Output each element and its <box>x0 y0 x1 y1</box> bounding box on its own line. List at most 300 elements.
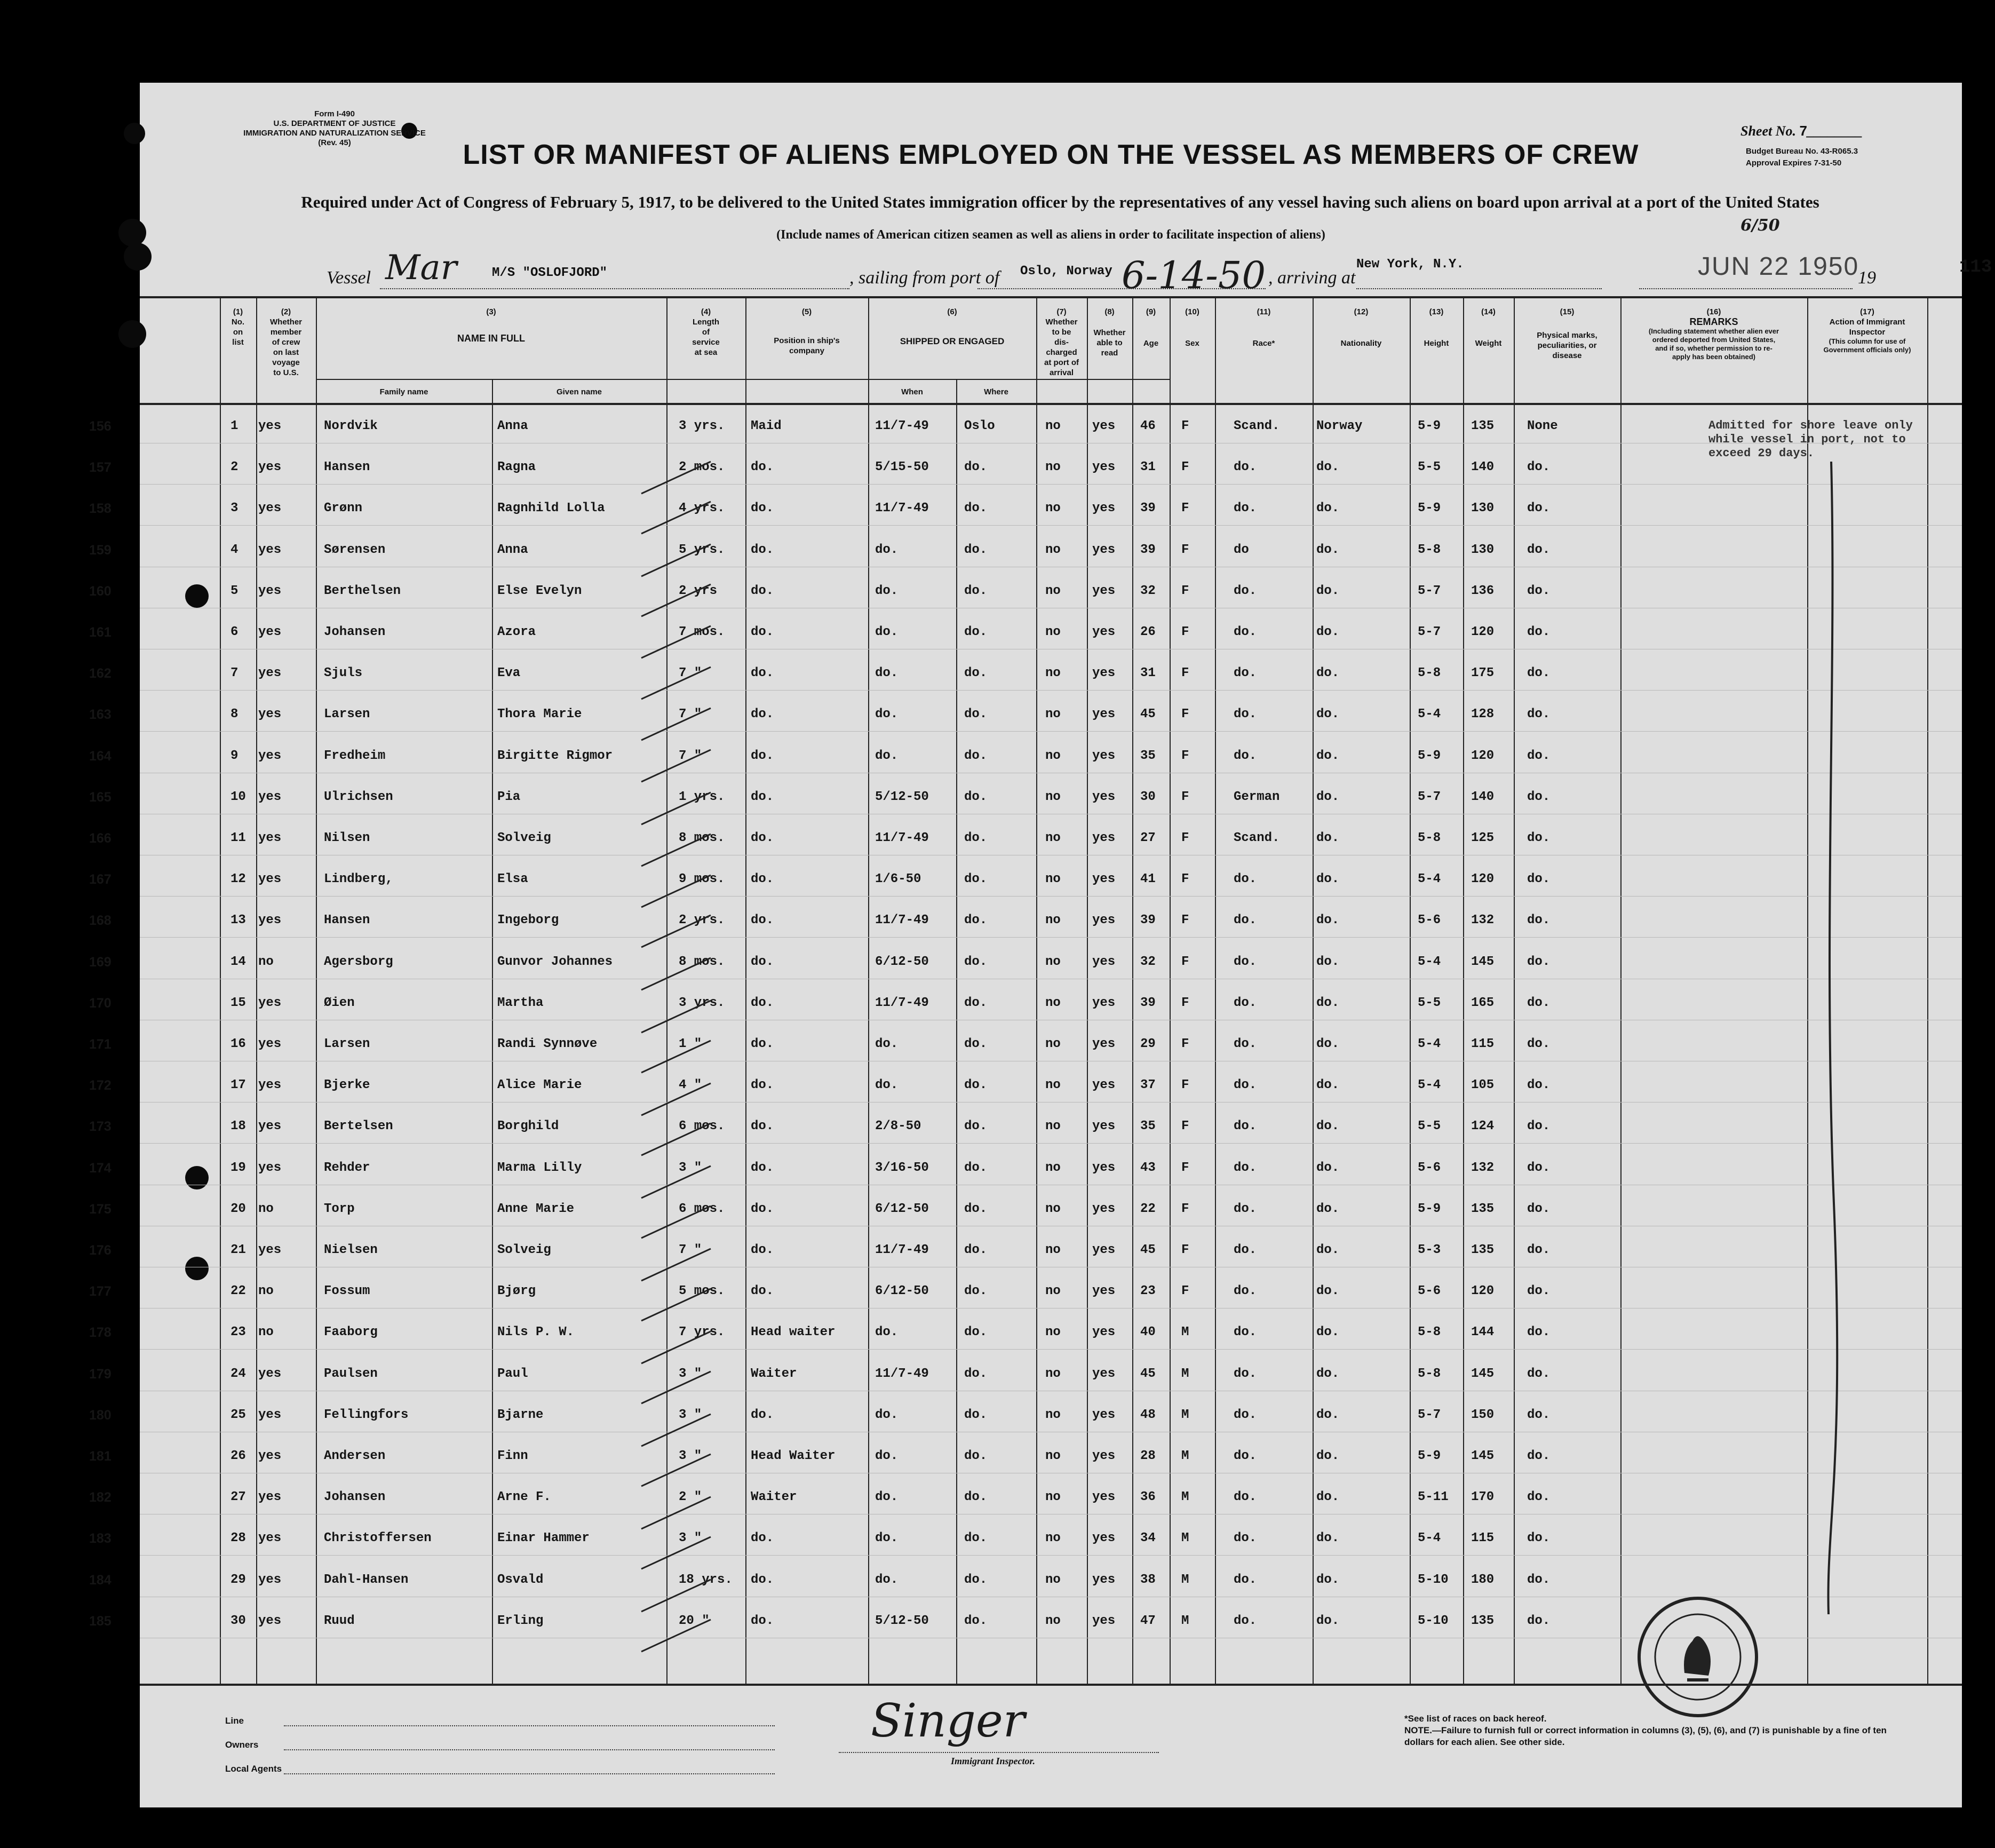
cell-crew: yes <box>258 1078 282 1093</box>
cell-seq: 171 <box>89 1037 112 1052</box>
cell-no: 29 <box>231 1572 246 1587</box>
cell-no: 14 <box>231 954 246 969</box>
cell-discharged: no <box>1045 707 1061 722</box>
cell-sex: F <box>1181 460 1189 475</box>
cell-when: do. <box>875 1037 899 1051</box>
cell-crew: yes <box>258 913 282 928</box>
cell-read: yes <box>1092 501 1116 516</box>
cell-weight: 130 <box>1471 542 1495 557</box>
cell-discharged: no <box>1045 1284 1061 1299</box>
cell-marks: do. <box>1527 954 1551 969</box>
cell-no: 3 <box>231 501 239 516</box>
cell-no: 6 <box>231 625 239 639</box>
header-when: When <box>901 387 923 396</box>
cell-weight: 120 <box>1471 1284 1495 1299</box>
cell-age: 48 <box>1140 1407 1156 1422</box>
cell-marks: do. <box>1527 460 1551 475</box>
cell-height: 5-6 <box>1418 1160 1441 1175</box>
header-shipped-engaged: SHIPPED OR ENGAGED <box>900 336 1005 346</box>
row-separator <box>140 484 1962 485</box>
cell-weight: 145 <box>1471 1366 1495 1381</box>
footer-owners-label: Owners <box>225 1740 259 1750</box>
header-age: (9) Age <box>1143 307 1159 348</box>
cell-marks: do. <box>1527 1243 1551 1257</box>
cell-where: do. <box>964 1078 988 1093</box>
cell-sex: M <box>1181 1366 1189 1381</box>
cell-height: 5-7 <box>1418 625 1441 639</box>
header-inspector-action: (17) Action of Immigrant Inspector (This column for use of Government officials only) <box>1823 307 1911 354</box>
cell-discharged: no <box>1045 995 1061 1010</box>
cell-where: do. <box>964 1037 988 1051</box>
cell-nationality: do. <box>1316 625 1340 639</box>
cell-family: Agersborg <box>324 954 393 969</box>
vessel-handwriting: Mar <box>385 248 457 288</box>
cell-when: do. <box>875 1449 899 1463</box>
header-length-service: (4) Length of service at sea <box>692 307 720 357</box>
cell-sex: F <box>1181 542 1189 557</box>
cell-seq: 169 <box>89 954 112 970</box>
cell-seq: 173 <box>89 1119 112 1135</box>
cell-discharged: no <box>1045 913 1061 928</box>
cell-read: yes <box>1092 1490 1116 1505</box>
cell-sex: F <box>1181 789 1189 804</box>
cell-weight: 120 <box>1471 748 1495 763</box>
cell-weight: 115 <box>1471 1531 1495 1546</box>
cell-seq: 159 <box>89 542 112 558</box>
cell-seq: 179 <box>89 1366 112 1382</box>
cell-sex: F <box>1181 1160 1189 1175</box>
cell-crew: yes <box>258 1037 282 1051</box>
cell-family: Paulsen <box>324 1366 378 1381</box>
cell-position: do. <box>751 1160 774 1175</box>
cell-given: Anna <box>497 542 528 557</box>
cell-where: do. <box>964 1449 988 1463</box>
cell-family: Dahl-Hansen <box>324 1572 409 1587</box>
row-separator <box>140 731 1962 732</box>
cell-age: 40 <box>1140 1325 1156 1340</box>
cell-crew: yes <box>258 1160 282 1175</box>
cell-family: Johansen <box>324 625 386 639</box>
cell-family: Faaborg <box>324 1325 378 1340</box>
cell-sex: F <box>1181 1037 1189 1051</box>
cell-when: 11/7-49 <box>875 995 929 1010</box>
cell-given: Ragna <box>497 460 536 475</box>
header-weight: (14) Weight <box>1475 307 1502 348</box>
cell-when: 6/12-50 <box>875 1201 929 1216</box>
cell-marks: do. <box>1527 1284 1551 1299</box>
cell-age: 29 <box>1140 1037 1156 1051</box>
cell-family: Rehder <box>324 1160 370 1175</box>
cell-discharged: no <box>1045 1201 1061 1216</box>
cell-nationality: do. <box>1316 583 1340 598</box>
cell-age: 46 <box>1140 419 1156 433</box>
cell-height: 5-4 <box>1418 1531 1441 1546</box>
cell-discharged: no <box>1045 1490 1061 1505</box>
cell-where: do. <box>964 707 988 722</box>
arriving-label: , arriving at <box>1268 268 1356 288</box>
cell-crew: yes <box>258 707 282 722</box>
cell-seq: 175 <box>89 1201 112 1217</box>
cell-when: do. <box>875 748 899 763</box>
cell-marks: do. <box>1527 501 1551 516</box>
cell-given: Erling <box>497 1613 544 1628</box>
cell-given: Anna <box>497 419 528 433</box>
cell-weight: 132 <box>1471 913 1495 928</box>
cell-weight: 145 <box>1471 954 1495 969</box>
header-position: (5) Position in ship's company <box>774 307 840 355</box>
cell-crew: no <box>258 1284 274 1299</box>
cell-service: 5 yrs. <box>679 542 725 557</box>
cell-weight: 175 <box>1471 666 1495 681</box>
cell-read: yes <box>1092 748 1116 763</box>
cell-age: 38 <box>1140 1572 1156 1587</box>
cell-race: do. <box>1234 1037 1257 1051</box>
cell-family: Berthelsen <box>324 583 401 598</box>
cell-service: 7 mos. <box>679 625 725 639</box>
cell-weight: 145 <box>1471 1449 1495 1463</box>
cell-service: 5 mos. <box>679 1284 725 1299</box>
cell-age: 22 <box>1140 1201 1156 1216</box>
cell-service: 2 " <box>679 1490 702 1505</box>
cell-crew: yes <box>258 748 282 763</box>
cell-seq: 178 <box>89 1325 112 1341</box>
cell-weight: 130 <box>1471 501 1495 516</box>
cell-service: 1 " <box>679 1037 702 1051</box>
cell-no: 8 <box>231 707 239 722</box>
cell-position: do. <box>751 501 774 516</box>
cell-crew: yes <box>258 460 282 475</box>
cell-discharged: no <box>1045 1531 1061 1546</box>
cell-read: yes <box>1092 460 1116 475</box>
cell-discharged: no <box>1045 831 1061 845</box>
cell-nationality: do. <box>1316 1366 1340 1381</box>
cell-discharged: no <box>1045 625 1061 639</box>
cell-no: 1 <box>231 419 239 433</box>
cell-sex: M <box>1181 1531 1189 1546</box>
cell-race: do. <box>1234 1490 1257 1505</box>
cell-when: 6/12-50 <box>875 954 929 969</box>
cell-position: do. <box>751 1531 774 1546</box>
cell-age: 41 <box>1140 872 1156 887</box>
cell-position: do. <box>751 1037 774 1051</box>
cell-weight: 120 <box>1471 872 1495 887</box>
cell-age: 23 <box>1140 1284 1156 1299</box>
cell-nationality: do. <box>1316 1037 1340 1051</box>
cell-discharged: no <box>1045 460 1061 475</box>
cell-sex: M <box>1181 1572 1189 1587</box>
header-no: (1) No. on list <box>231 307 245 347</box>
cell-nationality: do. <box>1316 1160 1340 1175</box>
cell-read: yes <box>1092 542 1116 557</box>
cell-family: Hansen <box>324 460 370 475</box>
cell-race: do. <box>1234 707 1257 722</box>
cell-given: Else Evelyn <box>497 583 582 598</box>
cell-where: do. <box>964 1407 988 1422</box>
cell-where: do. <box>964 1613 988 1628</box>
cell-no: 19 <box>231 1160 246 1175</box>
header-where: Where <box>984 387 1008 396</box>
cell-height: 5-9 <box>1418 1449 1441 1463</box>
cell-seq: 156 <box>89 419 112 434</box>
cell-position: do. <box>751 1119 774 1134</box>
cell-weight: 128 <box>1471 707 1495 722</box>
cell-read: yes <box>1092 831 1116 845</box>
cell-race: do. <box>1234 1449 1257 1463</box>
cell-family: Øien <box>324 995 355 1010</box>
cell-read: yes <box>1092 1366 1116 1381</box>
cell-family: Johansen <box>324 1490 386 1505</box>
cell-age: 39 <box>1140 913 1156 928</box>
cell-sex: M <box>1181 1449 1189 1463</box>
cell-height: 5-8 <box>1418 1325 1441 1340</box>
cell-no: 27 <box>231 1490 246 1505</box>
cell-discharged: no <box>1045 583 1061 598</box>
cell-service: 1 yrs. <box>679 789 725 804</box>
cell-given: Pia <box>497 789 521 804</box>
header-physical-marks: (15) Physical marks, peculiarities, or disease <box>1537 307 1597 360</box>
cell-discharged: no <box>1045 954 1061 969</box>
cell-discharged: no <box>1045 666 1061 681</box>
cell-height: 5-6 <box>1418 913 1441 928</box>
punch-hole <box>124 243 152 271</box>
cell-read: yes <box>1092 1037 1116 1051</box>
cell-sex: F <box>1181 501 1189 516</box>
cell-age: 31 <box>1140 666 1156 681</box>
cell-height: 5-10 <box>1418 1572 1449 1587</box>
cell-position: do. <box>751 625 774 639</box>
header-shipped-number: (6) <box>947 307 957 316</box>
cell-service: 6 mos. <box>679 1201 725 1216</box>
header-name-in-full: NAME IN FULL <box>457 333 525 344</box>
cell-given: Thora Marie <box>497 707 582 722</box>
cell-no: 4 <box>231 542 239 557</box>
cell-race: do. <box>1234 1160 1257 1175</box>
cell-family: Andersen <box>324 1449 386 1463</box>
cell-crew: yes <box>258 789 282 804</box>
document-title: LIST OR MANIFEST OF ALIENS EMPLOYED ON THE VESSEL AS MEMBERS OF CREW <box>463 139 1639 170</box>
row-separator <box>140 937 1962 938</box>
cell-crew: yes <box>258 872 282 887</box>
cell-race: do. <box>1234 501 1257 516</box>
cell-height: 5-6 <box>1418 1284 1441 1299</box>
cell-sex: F <box>1181 1243 1189 1257</box>
cell-family: Bjerke <box>324 1078 370 1093</box>
cell-family: Sjuls <box>324 666 363 681</box>
cell-discharged: no <box>1045 1325 1061 1340</box>
cell-read: yes <box>1092 583 1116 598</box>
cell-given: Martha <box>497 995 544 1010</box>
cell-marks: do. <box>1527 1613 1551 1628</box>
cell-position: Waiter <box>751 1366 797 1381</box>
cell-discharged: no <box>1045 789 1061 804</box>
cell-when: 5/12-50 <box>875 1613 929 1628</box>
cell-marks: do. <box>1527 542 1551 557</box>
vessel-label: Vessel <box>327 268 371 288</box>
cell-no: 22 <box>231 1284 246 1299</box>
cell-crew: yes <box>258 1407 282 1422</box>
cell-marks: do. <box>1527 1160 1551 1175</box>
cell-race: do. <box>1234 1531 1257 1546</box>
cell-where: do. <box>964 1160 988 1175</box>
cell-weight: 132 <box>1471 1160 1495 1175</box>
cell-read: yes <box>1092 1449 1116 1463</box>
cell-nationality: do. <box>1316 1531 1340 1546</box>
cell-age: 45 <box>1140 707 1156 722</box>
cell-nationality: do. <box>1316 789 1340 804</box>
header-sex: (10) Sex <box>1185 307 1199 348</box>
cell-family: Christoffersen <box>324 1531 432 1546</box>
cell-service: 7 " <box>679 748 702 763</box>
cell-height: 5-9 <box>1418 501 1441 516</box>
cell-no: 10 <box>231 789 246 804</box>
cell-marks: do. <box>1527 1531 1551 1546</box>
crew-table <box>89 296 1962 1684</box>
cell-seq: 166 <box>89 831 112 846</box>
cell-when: do. <box>875 1407 899 1422</box>
cell-position: Head Waiter <box>751 1449 836 1463</box>
cell-crew: yes <box>258 1366 282 1381</box>
cell-marks: do. <box>1527 995 1551 1010</box>
cell-when: do. <box>875 707 899 722</box>
cell-where: do. <box>964 995 988 1010</box>
cell-given: Azora <box>497 625 536 639</box>
cell-service: 8 mos. <box>679 831 725 845</box>
cell-marks: do. <box>1527 1201 1551 1216</box>
cell-weight: 135 <box>1471 1201 1495 1216</box>
cell-age: 36 <box>1140 1490 1156 1505</box>
cell-nationality: do. <box>1316 1119 1340 1134</box>
cell-given: Einar Hammer <box>497 1531 590 1546</box>
cell-read: yes <box>1092 954 1116 969</box>
cell-read: yes <box>1092 1325 1116 1340</box>
cell-height: 5-11 <box>1418 1490 1449 1505</box>
cell-nationality: Norway <box>1316 419 1363 433</box>
cell-when: do. <box>875 583 899 598</box>
cell-read: yes <box>1092 913 1116 928</box>
cell-family: Fellingfors <box>324 1407 409 1422</box>
cell-no: 5 <box>231 583 239 598</box>
cell-service: 3 " <box>679 1531 702 1546</box>
cell-seq: 177 <box>89 1284 112 1299</box>
cell-marks: do. <box>1527 1366 1551 1381</box>
cell-race: Scand. <box>1234 831 1280 845</box>
cell-no: 26 <box>231 1449 246 1463</box>
cell-age: 39 <box>1140 995 1156 1010</box>
include-note: (Include names of American citizen seamen as well as aliens in order to facilitate inspection of aliens) <box>776 228 1325 242</box>
cell-sex: F <box>1181 666 1189 681</box>
cell-seq: 181 <box>89 1449 112 1464</box>
cell-marks: do. <box>1527 913 1551 928</box>
sailing-port: Oslo, Norway <box>1020 264 1112 279</box>
cell-no: 21 <box>231 1243 246 1257</box>
cell-nationality: do. <box>1316 831 1340 845</box>
cell-no: 7 <box>231 666 239 681</box>
cell-no: 20 <box>231 1201 246 1216</box>
cell-weight: 135 <box>1471 1243 1495 1257</box>
header-discharged: (7) Whether to be dis- charged at port of arrival <box>1044 307 1079 377</box>
cell-where: do. <box>964 913 988 928</box>
cell-height: 5-7 <box>1418 1407 1441 1422</box>
cell-race: do. <box>1234 1284 1257 1299</box>
cell-position: Maid <box>751 419 782 433</box>
vessel-line <box>327 248 1992 297</box>
cell-crew: yes <box>258 831 282 845</box>
cell-where: do. <box>964 1490 988 1505</box>
cell-read: yes <box>1092 666 1116 681</box>
cell-service: 3 " <box>679 1160 702 1175</box>
cell-where: do. <box>964 789 988 804</box>
cell-age: 37 <box>1140 1078 1156 1093</box>
cell-crew: yes <box>258 1490 282 1505</box>
cell-marks: do. <box>1527 1037 1551 1051</box>
cell-height: 5-8 <box>1418 666 1441 681</box>
cell-where: do. <box>964 954 988 969</box>
cell-age: 32 <box>1140 954 1156 969</box>
cell-given: Randi Synnøve <box>497 1037 598 1051</box>
cell-position: do. <box>751 995 774 1010</box>
cell-marks: do. <box>1527 1407 1551 1422</box>
cell-no: 13 <box>231 913 246 928</box>
cell-seq: 174 <box>89 1160 112 1176</box>
cell-crew: yes <box>258 666 282 681</box>
cell-read: yes <box>1092 707 1116 722</box>
cell-where: Oslo <box>964 419 995 433</box>
cell-height: 5-4 <box>1418 1078 1441 1093</box>
cell-age: 35 <box>1140 748 1156 763</box>
cell-nationality: do. <box>1316 666 1340 681</box>
cell-family: Ruud <box>324 1613 355 1628</box>
cell-height: 5-5 <box>1418 995 1441 1010</box>
cell-weight: 140 <box>1471 789 1495 804</box>
arrival-port: New York, N.Y. <box>1356 257 1464 272</box>
row-separator <box>140 1349 1962 1350</box>
cell-service: 3 yrs. <box>679 419 725 433</box>
cell-position: do. <box>751 1284 774 1299</box>
cell-race: Scand. <box>1234 419 1280 433</box>
cell-race: do. <box>1234 1201 1257 1216</box>
header-able-to-read: (8) Whether able to read <box>1093 307 1126 358</box>
cell-sex: F <box>1181 954 1189 969</box>
cell-family: Nilsen <box>324 831 370 845</box>
cell-where: do. <box>964 625 988 639</box>
cell-no: 12 <box>231 872 246 887</box>
cell-age: 43 <box>1140 1160 1156 1175</box>
cell-race: do. <box>1234 995 1257 1010</box>
cell-when: do. <box>875 1572 899 1587</box>
manifest-sheet <box>89 83 1992 1807</box>
cell-when: 6/12-50 <box>875 1284 929 1299</box>
cell-no: 23 <box>231 1325 246 1340</box>
header-remarks: (16) REMARKS (Including statement whether alien ever ordered deported from United States, and if so, whether permission to re- apply has been obtained) <box>1648 307 1779 361</box>
cell-height: 5-5 <box>1418 1119 1441 1134</box>
cell-when: do. <box>875 1325 899 1340</box>
header-crew-member: (2) Whether member of crew on last voyage to U.S. <box>270 307 302 377</box>
official-stamp <box>1634 1593 1762 1721</box>
row-separator <box>140 896 1962 897</box>
cell-race: do. <box>1234 1078 1257 1093</box>
cell-age: 28 <box>1140 1449 1156 1463</box>
cell-marks: do. <box>1527 831 1551 845</box>
cell-read: yes <box>1092 1572 1116 1587</box>
cell-sex: F <box>1181 748 1189 763</box>
cell-given: Ingeborg <box>497 913 559 928</box>
cell-weight: 135 <box>1471 419 1495 433</box>
cell-given: Solveig <box>497 1243 551 1257</box>
cell-position: do. <box>751 789 774 804</box>
cell-position: do. <box>751 460 774 475</box>
cell-service: 4 " <box>679 1078 702 1093</box>
cell-nationality: do. <box>1316 501 1340 516</box>
